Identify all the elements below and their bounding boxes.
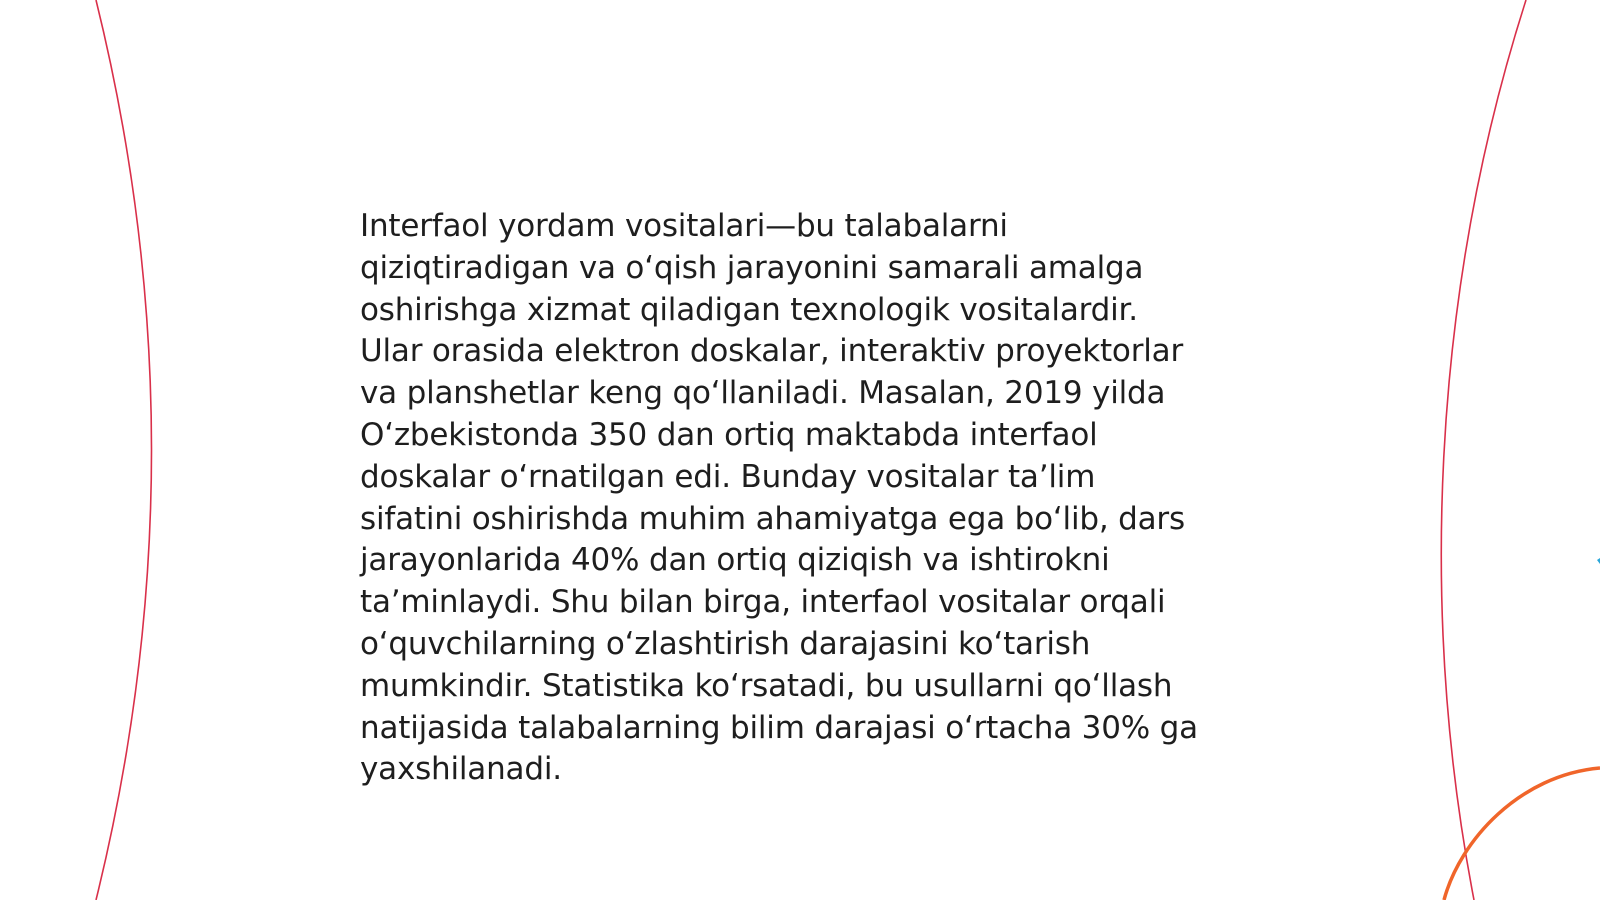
body-text: Interfaol yordam vositalari—bu talabalarni qiziqtiradigan va o‘qish jarayonini samarali amalga oshirishga xizmat qiladigan texnologik vositalardir. Ular orasida elektron doskalar, interaktiv proyektorlar va planshetlar keng qo‘llaniladi. Masalan, 2019 yilda O‘zbekistonda 350 dan ortiq maktabda interfaol doskalar o‘rnatilgan edi. Bunday vositalar ta’lim sifatini oshirishda muhim ahamiyatga ega bo‘lib, dars jarayonlarida 40% dan ortiq qiziqish va ishtirokni ta’minlaydi. Shu bilan birga, interfaol vositalar orqali o‘quvchilarning o‘zlashtirish darajasini ko‘tarish mumkindir. Statistika ko‘rsatadi, bu usullarni qo‘llash natijasida talabalarning bilim darajasi o‘rtacha 30% ga yaxshilanadi. (360, 208, 1198, 788)
left-curve-line (96, 0, 152, 900)
right-curve-line (1441, 0, 1526, 900)
orange-arc (1444, 768, 1600, 900)
